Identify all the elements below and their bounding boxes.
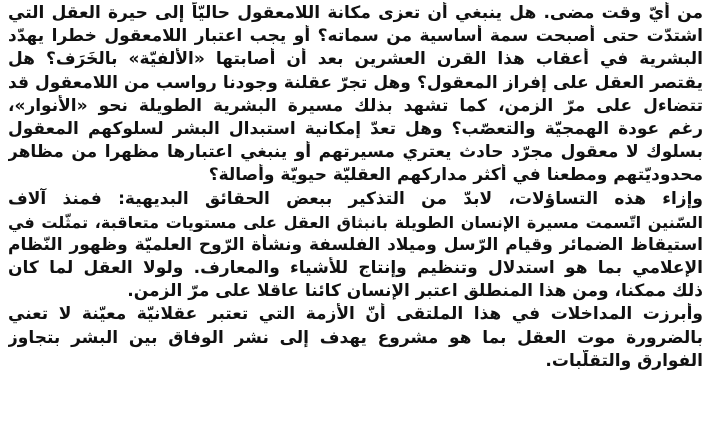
text-line: الفوارق والتقلّبات.: [545, 350, 703, 371]
text-line: الإعلامي بما هو استدلال وتنظيم وإنتاج للأشياء والمعارف. ولولا العقل لما كان: [8, 258, 703, 279]
text-line: محدوديّتهم ومطعنا في أكثر مداركهم العقليّة حيويّة وأصالة؟: [208, 165, 703, 186]
text-line: من أيّ وقت مضى. هل ينبغي أن تعزى مكانة اللامعقول حاليّاً إلى حيرة العقل التي: [8, 3, 703, 23]
text-line: وإزاء هذه التساؤلات، لابدّ من التذكير ببعض الحقائق البديهية: فمنذ آلاف: [8, 188, 703, 209]
text-line: السّنين اتّسمت مسيرة الإنسان الطويلة بانبثاق العقل على مستويات متعاقبة، تمثّلت في: [8, 212, 703, 232]
text-line: يقتصر العقل على إفراز المعقول؟ وهل تجرّ عقلنة وجودنا رواسب من اللامعقول قد: [8, 72, 703, 93]
text-line: استيقاظ الضمائر وقيام الرّسل وميلاد الفلسفة ونشأة الرّوح العلميّة وظهور النّظام: [8, 234, 703, 255]
paragraph-1: [8, 2, 703, 188]
paragraph-3: [8, 303, 703, 373]
text-line: بسلوك لا معقول مجرّد حادث يعتري مسيرتهم أو ينبغي اعتبارها مظهرا من مظاهر: [8, 142, 703, 163]
text-line: ذلك ممكنا، ومن هذا المنطلق اعتبر الإنسان كائنا عاقلا على مرّ الزمن.: [127, 281, 703, 302]
text-line: بالضرورة موت العقل بما هو مشروع يهدف إلى نشر الوفاق بين البشر بتجاوز: [8, 327, 703, 348]
text-line: البشرية في أعقاب هذا القرن العشرين بعد أن أصابتها «الألفيّة» بالخَرَف؟ هل: [8, 49, 703, 70]
text-line: اشتدّت حتى أصبحت سمة أساسية من سماته؟ أو يجب اعتبار اللامعقول خطرا يهدّد: [8, 26, 703, 47]
text-line: تتضاءل على مرّ الزمن، كما تشهد بذلك مسيرة البشرية الطويلة نحو «الأنوار»،: [8, 95, 703, 116]
text-line: وأبرزت المداخلات في هذا الملتقى أنّ الأزمة التي تعتبر عقلانيّة معيّنة لا تعني: [8, 304, 703, 325]
paragraph-2: [8, 188, 703, 304]
text-line: رغم عودة الهمجيّة والتعصّب؟ وهل تعدّ إمكانية استبدال البشر لسلوكهم المعقول: [8, 118, 703, 139]
